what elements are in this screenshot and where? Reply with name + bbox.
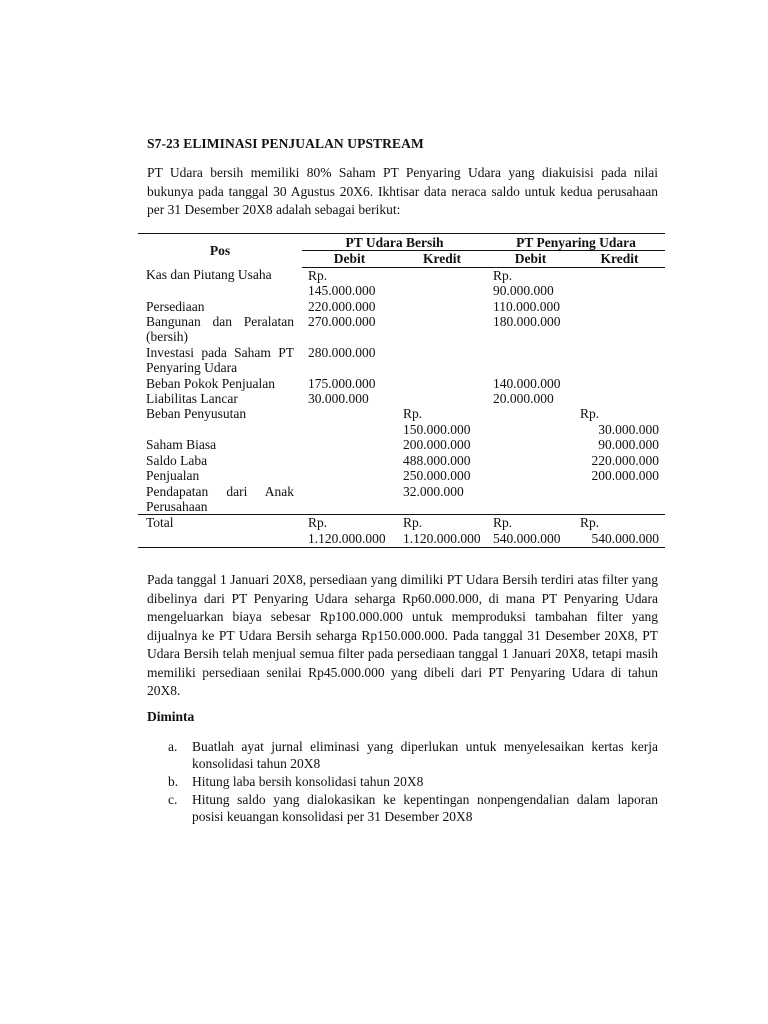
pos-cell: Investasi pada Saham PT Penyaring Udara — [146, 344, 294, 376]
c1-kredit-cell — [397, 345, 487, 376]
c1-kredit-cell — [397, 267, 487, 298]
c1-kredit-cell: 488.000.000 — [403, 452, 471, 468]
c1-debit-cell — [302, 453, 397, 468]
c1-kredit-cell: 250.000.000 — [403, 468, 471, 484]
table-row — [138, 314, 665, 345]
table-row — [138, 484, 665, 515]
exercise-heading: S7-23 ELIMINASI PENJUALAN UPSTREAM — [147, 136, 424, 151]
c1-debit-cell: Rp. 145.000.000 — [308, 267, 376, 299]
task-text: Buatlah ayat jurnal eliminasi yang diperlukan untuk menyelesaikan kertas kerja konsolidasi tahun 20X8 — [192, 739, 658, 772]
c2-kredit-cell: 220.000.000 — [591, 452, 660, 468]
c1-debit-cell — [302, 468, 397, 483]
task-item — [168, 738, 658, 772]
pos-cell: Beban Penyusutan — [146, 406, 247, 422]
task-marker: b. — [168, 773, 179, 789]
c1-kredit-cell — [397, 299, 487, 314]
c2-kredit-cell — [574, 376, 665, 391]
c2-kredit-cell — [574, 406, 665, 437]
c1-debit-cell: 175.000.000 — [308, 375, 376, 391]
pos-cell: Saham Biasa — [146, 437, 217, 453]
task-item — [168, 791, 658, 825]
trial-balance-table-container — [138, 233, 665, 548]
trial-balance-table — [138, 233, 665, 548]
c2-kredit-cell — [574, 345, 665, 376]
c2-debit-cell — [487, 484, 574, 515]
pos-cell: Pendapatan dari Anak Perusahaan — [146, 483, 294, 514]
c1-debit-cell: 220.000.000 — [308, 298, 376, 314]
c2-debit-cell: 180.000.000 — [493, 314, 561, 330]
c2-debit-cell — [487, 437, 574, 452]
c1-debit-cell: 280.000.000 — [308, 344, 376, 360]
pos-cell: Bangunan dan Peralatan (bersih) — [146, 314, 294, 345]
pos-cell: Penjualan — [146, 468, 200, 484]
total-label: Total — [138, 515, 302, 548]
company2-header: PT Penyaring Udara — [487, 234, 665, 251]
c2-kredit-cell: 200.000.000 — [591, 468, 660, 484]
table-row — [138, 406, 665, 437]
intro-paragraph: PT Udara bersih memiliki 80% Saham PT Penyaring Udara yang diakuisisi pada nilai bukunya pada tanggal 30 Agustus 20X6. Ikhtisar data neraca saldo untuk kedua perusahaan per 31 Desember 20X8 adalah sebagai berikut: — [147, 165, 658, 217]
rp-prefix: Rp. — [580, 515, 600, 531]
task-marker: c. — [168, 791, 178, 807]
c1-kredit-cell — [397, 391, 487, 406]
table-row — [138, 468, 665, 483]
c1-debit-cell: 270.000.000 — [308, 314, 376, 330]
pos-cell: Kas dan Piutang Usaha — [146, 267, 272, 283]
pos-cell: Persediaan — [146, 298, 205, 314]
c2-kredit-cell: 90.000.000 — [598, 437, 660, 453]
pos-header: Pos — [138, 234, 302, 268]
c2-kredit-cell — [574, 267, 665, 298]
pos-cell: Saldo Laba — [146, 452, 208, 468]
c1-debit-cell — [302, 406, 397, 437]
table-row — [138, 376, 665, 391]
c1-kredit-cell — [397, 314, 487, 345]
task-text: Hitung laba bersih konsolidasi tahun 20X8 — [192, 773, 424, 789]
amount: 30.000.000 — [598, 421, 660, 437]
table-row — [138, 299, 665, 314]
c2-kredit-cell — [574, 391, 665, 406]
diminta-heading: Diminta — [147, 709, 195, 724]
company1-header: PT Udara Bersih — [302, 234, 487, 251]
task-list — [168, 738, 658, 826]
table-row — [138, 345, 665, 376]
c1-debit-cell — [302, 484, 397, 515]
total-c1-debit: Rp. 1.120.000.000 — [302, 515, 397, 548]
table-body — [138, 267, 665, 547]
pos-cell: Beban Pokok Penjualan — [146, 375, 275, 391]
c1-kredit-cell: 200.000.000 — [403, 437, 471, 453]
c2-kredit-cell — [574, 299, 665, 314]
table-row — [138, 437, 665, 452]
task-item — [168, 773, 658, 790]
rp-prefix: Rp. — [580, 406, 600, 422]
c2-debit-cell: Rp. 90.000.000 — [493, 267, 554, 299]
company2-kredit-header: Kredit — [574, 251, 665, 267]
amount: 540.000.000 — [591, 530, 660, 546]
c1-kredit-cell: Rp. 150.000.000 — [403, 406, 471, 437]
task-marker: a. — [168, 739, 178, 754]
c2-debit-cell: 140.000.000 — [493, 375, 561, 391]
total-row — [138, 515, 665, 548]
c2-debit-cell: 110.000.000 — [493, 298, 561, 314]
c2-kredit-cell — [574, 314, 665, 345]
c2-debit-cell — [487, 453, 574, 468]
c2-debit-cell — [487, 345, 574, 376]
c2-debit-cell: 20.000.000 — [493, 391, 554, 407]
pos-cell: Liabilitas Lancar — [146, 391, 238, 407]
company1-kredit-header: Kredit — [397, 251, 487, 267]
table-row — [138, 453, 665, 468]
table-row — [138, 391, 665, 406]
company2-debit-header: Debit — [487, 251, 574, 267]
table-row — [138, 267, 665, 298]
c2-debit-cell — [487, 468, 574, 483]
total-c1-kredit: Rp. 1.120.000.000 — [397, 515, 487, 548]
body-paragraph: Pada tanggal 1 Januari 20X8, persediaan yang dimiliki PT Udara Bersih terdiri atas filter yang dibelinya dari PT Penyaring Udara seharga Rp60.000.000, di mana PT Penyaring Udara mengeluarkan biaya sebesar Rp100.000.000 untuk memproduksi tambahan filter yang dijualnya ke PT Udara Bersih seharga Rp150.000.000. Pada tanggal 31 Desember 20X8, PT Udara Bersih telah menjual semua filter pada persediaan tanggal 1 Januari 20X8, tetapi masih memiliki persediaan senilai Rp45.000.000 yang dibeli dari PT Penyaring Udara di tahun 20X8. — [147, 572, 658, 698]
c1-debit-cell: 30.000.000 — [308, 391, 369, 407]
company1-debit-header: Debit — [302, 251, 397, 267]
c1-kredit-cell: 32.000.000 — [403, 483, 464, 499]
total-c2-kredit — [574, 515, 665, 548]
task-text: Hitung saldo yang dialokasikan ke kepentingan nonpengendalian dalam laporan posisi keuangan konsolidasi per 31 Desember 20X8 — [192, 791, 658, 824]
c1-debit-cell — [302, 437, 397, 452]
c2-debit-cell — [487, 406, 574, 437]
c1-kredit-cell — [397, 376, 487, 391]
total-c2-debit: Rp. 540.000.000 — [487, 515, 574, 548]
c2-kredit-cell — [574, 484, 665, 515]
